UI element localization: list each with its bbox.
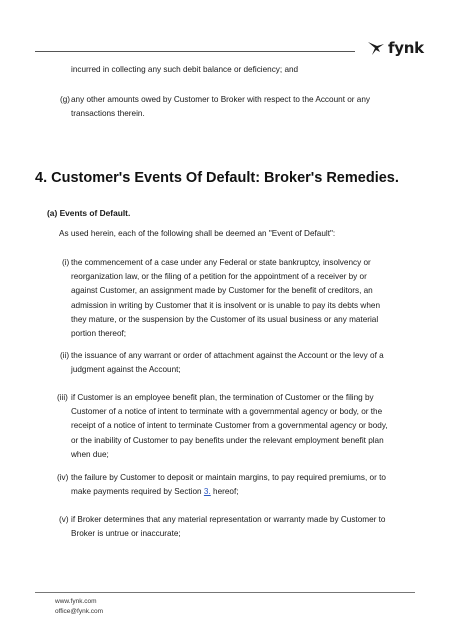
item-v-line: if Broker determines that any material representation or warranty made by Customer to — [71, 515, 386, 524]
item-i-line: they mature, or the suspension by the Customer of its usual business or any material — [71, 314, 379, 324]
item-iv-text — [71, 471, 386, 499]
fynk-logo — [366, 38, 424, 58]
item-i-line: portion thereof; — [71, 329, 127, 339]
logo-text: fynk — [388, 39, 424, 57]
item-i-line: against Customer, an assignment made by Customer for the benefit of creditors, an — [71, 286, 373, 296]
item-i-label: (i) — [62, 258, 70, 267]
item-iii-line: when due; — [71, 449, 109, 459]
bird-logo-icon — [366, 38, 386, 58]
item-g-text — [71, 93, 370, 121]
item-v-text — [71, 513, 385, 541]
item-v-line: Broker is untrue or inaccurate; — [71, 529, 181, 539]
item-i-line: reorganization law, or the filing of a petition for the appointment of a receiver by or — [71, 272, 367, 282]
item-ii-line: the issuance of any warrant or order of attachment against the Account or the levy of a — [71, 351, 384, 360]
item-iv-label: (iv) — [57, 473, 69, 482]
intro-text: As used herein, each of the following shall be deemed an "Event of Default": — [59, 229, 336, 238]
section-3-link[interactable]: 3. — [203, 487, 211, 497]
item-iv-line2-suffix: hereof; — [210, 487, 239, 497]
item-g-label: (g) — [60, 95, 71, 104]
section-title: 4. Customer's Events Of Default: Broker's Remedies. — [35, 170, 399, 186]
item-iii-line: if Customer is an employee benefit plan, the termination of Customer or the filing by — [71, 393, 374, 402]
item-i-text — [71, 256, 380, 341]
item-iv-line — [71, 485, 386, 499]
footer-email[interactable]: office@fynk.com — [55, 608, 104, 615]
subsection-title: (a) Events of Default. — [47, 208, 131, 218]
item-iii-label: (iii) — [57, 393, 68, 402]
item-iv-line2-prefix: make payments required by Section — [71, 487, 204, 497]
item-iv-line: the failure by Customer to deposit or maintain margins, to pay required premiums, or to — [71, 473, 386, 482]
item-i-line: admission in writing by Customer that it is insolvent or is unable to pay its debts when — [71, 300, 380, 310]
item-iii-line: Customer of a notice of intent to terminate with a governmental agency or body, or the — [71, 407, 383, 417]
item-i-line: the commencement of a case under any Federal or state bankruptcy, insolvency or — [71, 258, 371, 267]
item-iii-text — [71, 391, 388, 462]
item-ii-label: (ii) — [60, 351, 70, 360]
item-ii-text — [71, 349, 384, 377]
header-rule — [35, 51, 355, 52]
footer-website[interactable]: www.fynk.com — [55, 598, 97, 605]
item-iii-line: or the inability of Customer to pay benefits under the relevant employment benefit plan — [71, 435, 384, 445]
item-ii-line: judgment against the Account; — [71, 365, 181, 375]
continued-line: incurred in collecting any such debit balance or deficiency; and — [71, 65, 299, 74]
item-iii-line: receipt of a notice of intent to terminate Customer from a governmental agency or body, — [71, 421, 388, 431]
item-v-label: (v) — [59, 515, 69, 524]
item-g-line: any other amounts owed by Customer to Broker with respect to the Account or any — [71, 95, 370, 104]
item-g-line: transactions therein. — [71, 109, 145, 119]
footer-rule — [35, 592, 415, 593]
